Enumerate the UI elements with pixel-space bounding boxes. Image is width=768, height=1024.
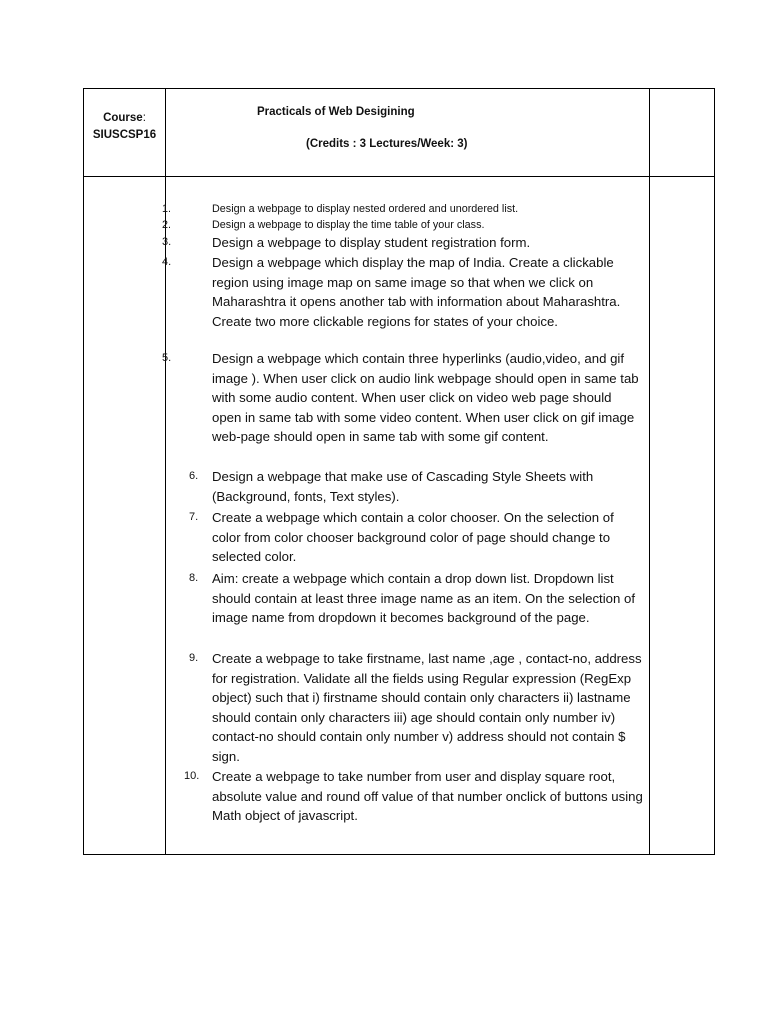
item-number: 3. <box>162 236 172 248</box>
course-code: SIUSCSP16 <box>92 129 157 141</box>
item-text: Aim: create a webpage which contain a drop down list. Dropdown list should contain at least three image name as an item. On the selection of image name from dropdown it becomes background of the page. <box>212 571 635 625</box>
table-column-divider-right <box>649 88 650 855</box>
item-text: Design a webpage that make use of Cascading Style Sheets with (Background, fonts, Text styles). <box>212 469 594 504</box>
item-text: Design a webpage to display student registration form. <box>212 235 531 250</box>
item-text: Design a webpage to display nested ordered and unordered list. <box>212 203 519 215</box>
item-text: Design a webpage to display the time table of your class. <box>212 219 485 231</box>
item-number: 1. <box>162 203 172 215</box>
course-label: Course <box>103 112 143 124</box>
item-number: 6. <box>189 470 199 482</box>
page-title: Practicals of Web Desigining <box>257 106 415 118</box>
item-number: 2. <box>162 219 172 231</box>
item-text: Design a webpage which display the map of India. Create a clickable region using image map on same image so that when we click on Maharashtra it opens another tab with information about Maharashtra. Create two more clickable regions for states of your choice. <box>212 255 621 329</box>
course-label-line <box>84 110 165 127</box>
item-text: Create a webpage to take number from user and display square root, absolute value and round off value of that number onclick of buttons using Math object of javascript. <box>212 769 643 823</box>
item-number: 4. <box>162 256 172 268</box>
item-number: 9. <box>189 652 199 664</box>
item-number: 7. <box>189 511 199 523</box>
credits-info: (Credits : 3 Lectures/Week: 3) <box>306 138 468 150</box>
item-number: 10. <box>184 770 200 782</box>
item-number: 5. <box>162 352 172 364</box>
item-text: Create a webpage which contain a color chooser. On the selection of color from color chooser background color of page should change to selected color. <box>212 510 614 564</box>
table-row-divider <box>83 176 715 177</box>
course-colon: : <box>142 112 146 124</box>
course-cell <box>84 110 165 144</box>
item-text: Design a webpage which contain three hyperlinks (audio,video, and gif image ). When user click on audio link webpage should open in same tab with some audio content. When user click on video web page should open in same tab with some video content. When user click on gif image web-page should open in same tab with some gif content. <box>212 351 639 444</box>
item-number: 8. <box>189 572 199 584</box>
item-text: Create a webpage to take firstname, last name ,age , contact-no, address for registration. Validate all the fields using Regular expression (RegExp object) such that i) firstname should contain only characters ii) lastname should contain only characters iii) age should contain only number iv) contact-no should contain only number v) address should not contain $ sign. <box>212 651 642 764</box>
